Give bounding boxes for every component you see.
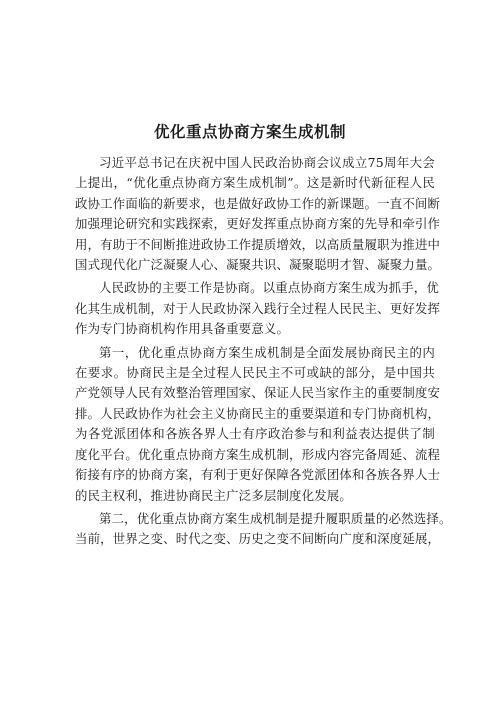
text-line: 排。人民政协作为社会主义协商民主的重要渠道和专门协商机构， (75, 405, 441, 421)
text-line: 在要求。协商民主是全过程人民民主不可或缺的部分，是中国共 (75, 365, 435, 381)
text-line: 衔接有序的协商方案，有利于更好保障各党派团体和各族各界人士 (75, 467, 441, 483)
text-line: 政协工作面临的新要求，也是做好政协工作的新课题。一直不间断 (75, 195, 441, 211)
text-line: 的民主权利，推进协商民主广泛多层制度化发展。 (75, 487, 352, 503)
document-title: 优化重点协商方案生成机制 (153, 123, 346, 141)
text-line: 习近平总书记在庆祝中国人民政治协商会议成立75周年大会 (99, 155, 435, 170)
text-line: 用，有助于不间断推进政协工作提质增效，以高质量履职为推进中 (75, 236, 441, 252)
text-line: 为各党派团体和各族各界人士有序政治参与和利益表达提供了制 (75, 426, 435, 442)
paragraph-2 (75, 278, 441, 339)
paragraph-1 (75, 153, 441, 275)
text-line: 第二，优化重点协商方案生成机制是提升履职质量的必然选择。 (99, 510, 452, 526)
paragraph-4 (75, 509, 452, 550)
document-body (75, 153, 452, 553)
text-line: 度化平台。优化重点协商方案生成机制，形成内容完备周延、流程 (75, 446, 441, 462)
text-line: 当前，世界之变、时代之变、历史之变不间断向广度和深度延展， (75, 531, 441, 547)
text-line: 作为专门协商机构作用具备重要意义。 (75, 321, 290, 337)
text-line: 产党领导人民有效整治管理国家、保证人民当家作主的重要制度安 (75, 385, 441, 401)
text-line: 上提出，“优化重点协商方案生成机制”。这是新时代新征程人民 (75, 175, 435, 191)
text-line: 加强理论研究和实践探索，更好发挥重点协商方案的先导和牵引作 (75, 216, 441, 232)
text-line: 第一，优化重点协商方案生成机制是全面发展协商民主的内 (99, 344, 435, 360)
text-line: 化其生成机制，对于人民政协深入践行全过程人民民主、更好发挥 (75, 300, 441, 316)
text-line: 人民政协的主要工作是协商。以重点协商方案生成为抓手，优 (99, 280, 439, 296)
text-line: 国式现代化广泛凝聚人心、凝聚共识、凝聚聪明才智、凝聚力量。 (75, 257, 441, 273)
paragraph-3 (75, 343, 441, 506)
